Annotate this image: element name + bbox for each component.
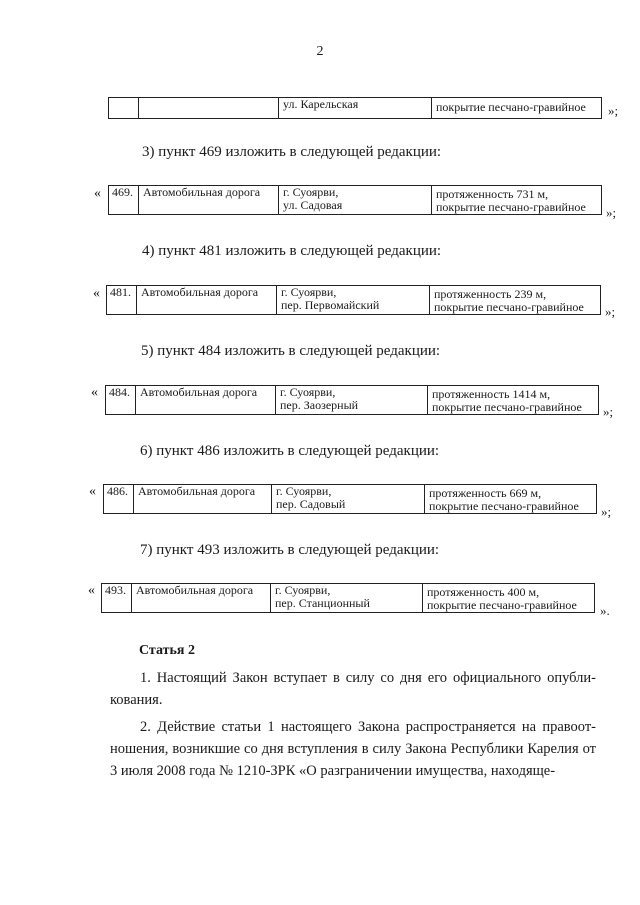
cell-length: протяженность 400 м, [427,585,540,599]
cell-address [270,583,422,613]
cell-length: протяженность 1414 м, [432,387,551,401]
table-row [101,583,595,613]
cell-length: протяженность 731 м, [436,187,549,201]
table-row-continuation [108,97,602,119]
cell-address [276,285,429,315]
paragraph-text: 1. Настоящий Закон вступает в силу со дня его официального опубли-кования. [110,670,596,708]
closing-quote: »; [608,103,619,118]
opening-quote: « [89,484,96,499]
cell-address [271,484,424,514]
cell-street: пер. Первомайский [281,298,380,312]
opening-quote: « [88,583,95,598]
item-heading: 5) пункт 484 изложить в следующей редакции: [141,343,441,359]
item-heading: 6) пункт 486 изложить в следующей редакции: [140,443,440,459]
cell-street: пер. Садовый [276,497,346,511]
item-heading: 3) пункт 469 изложить в следующей редакции: [142,144,442,160]
closing-quote: »; [601,504,612,519]
cell-num: 484. [109,385,130,399]
cell-address [275,385,427,415]
opening-quote: « [94,186,101,201]
table-row [105,385,599,415]
closing-quote: ». [600,603,610,618]
cell-num: 469. [112,185,133,199]
article-paragraph-1 [110,667,596,711]
cell-city: г. Суоярви, [280,385,336,399]
article-title: Статья 2 [139,643,195,658]
cell-city: г. Суоярви, [283,185,339,199]
cell-description [431,185,602,215]
cell-surface: покрытие песчано-гравийное [432,400,582,414]
table-row [106,285,601,315]
cell-num: 493. [105,583,126,597]
cell-city: г. Суоярви, [275,583,331,597]
cell-num: 481. [110,285,131,299]
closing-quote: »; [606,205,617,220]
cell-description [427,385,599,415]
cell-surface: покрытие песчано-гравийное [434,300,584,314]
cell-street: пер. Станционный [275,596,370,610]
cell-description [424,484,597,514]
cell-num [108,97,138,119]
item-heading: 4) пункт 481 изложить в следующей редакции: [142,243,442,259]
cell-description [422,583,595,613]
cell-surface: покрытие песчано-гравийное [436,200,586,214]
cell-address [278,185,431,215]
article-paragraph-2 [110,716,596,782]
table-row [108,185,602,215]
cell-type [138,97,278,119]
cell-length: протяженность 239 м, [434,287,547,301]
table-row [103,484,597,514]
opening-quote: « [91,385,98,400]
item-heading: 7) пункт 493 изложить в следующей редакции: [140,542,440,558]
cell-type: Автомобильная дорога [138,185,278,215]
cell-street: пер. Заозерный [280,398,359,412]
cell-surface: покрытие песчано-гравийное [431,97,602,119]
cell-city: г. Суоярви, [281,285,337,299]
opening-quote: « [93,286,100,301]
cell-surface: покрытие песчано-гравийное [427,598,577,612]
cell-description [429,285,601,315]
cell-type: Автомобильная дорога [136,285,276,315]
cell-city: г. Суоярви, [276,484,332,498]
cell-type: Автомобильная дорога [135,385,275,415]
cell-num: 486. [107,484,128,498]
cell-type: Автомобильная дорога [131,583,270,613]
page-number: 2 [316,44,324,59]
closing-quote: »; [603,404,614,419]
cell-length: протяженность 669 м, [429,486,542,500]
paragraph-text: 2. Действие статьи 1 настоящего Закона распространяется на правоот-ношения, возникшие со дня вступления в силу Закона Республики Карелия от 3 июля 2008 года № 1210-ЗРК «О разграничении имущества, находяще- [110,719,596,779]
closing-quote: »; [605,304,616,319]
cell-street: ул. Садовая [283,198,343,212]
cell-street: ул. Карельская [278,97,431,119]
cell-type: Автомобильная дорога [133,484,271,514]
cell-surface: покрытие песчано-гравийное [429,499,579,513]
